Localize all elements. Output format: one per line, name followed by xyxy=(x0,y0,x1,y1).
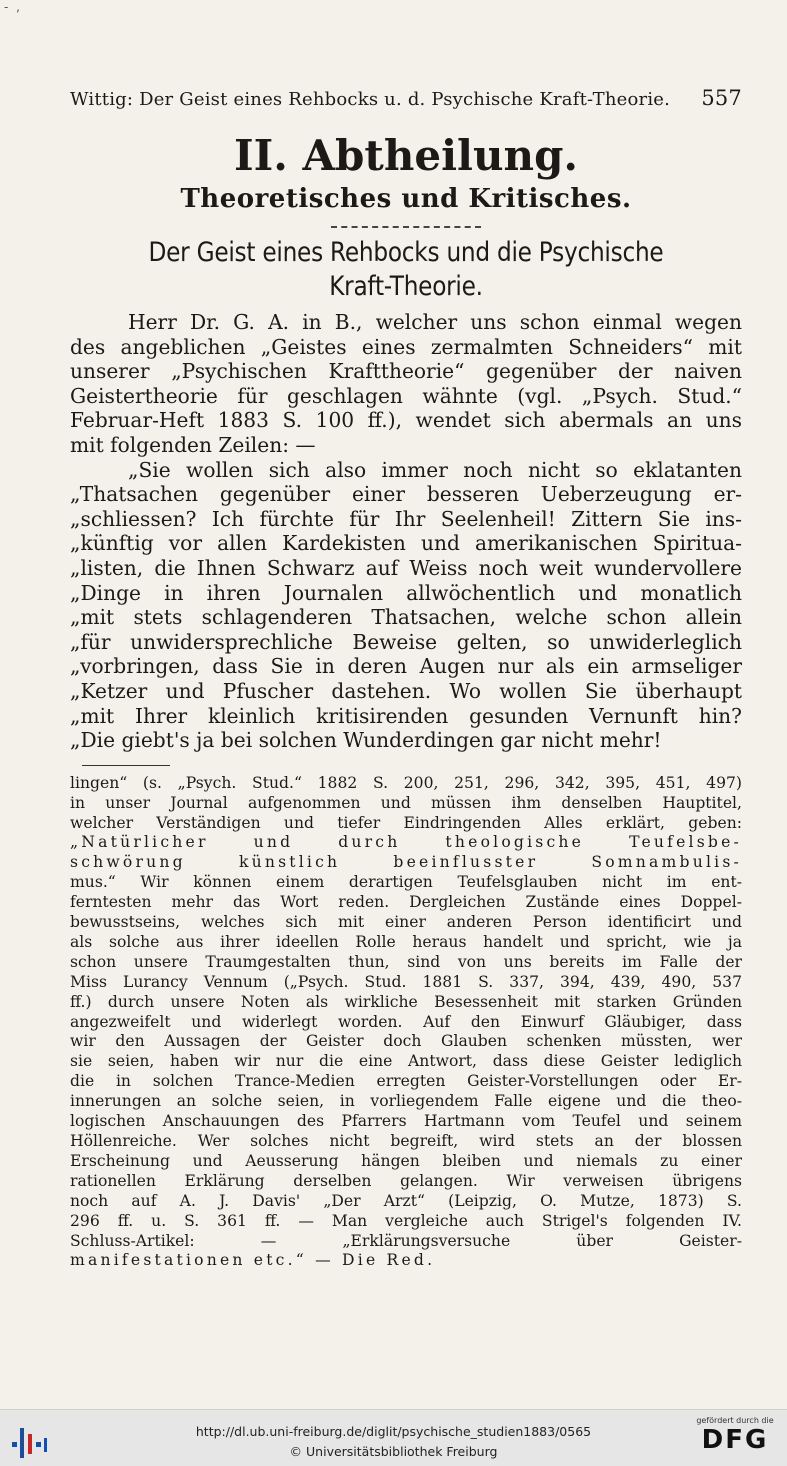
footnote-line: logischen Anschauungen des Pfarrers Hartmann vom Teufel und seinem xyxy=(70,1112,742,1131)
body-line: „Die giebt's ja bei solchen Wunderdingen gar nicht mehr! xyxy=(70,728,662,753)
body-line: unserer „Psychischen Krafttheorie“ gegenüber der naiven xyxy=(70,359,742,384)
body-line: „mit stets schlagenderen Thatsachen, welche schon allein xyxy=(70,605,742,630)
dfg-caption: gefördert durch die xyxy=(696,1416,774,1425)
viewer-footer xyxy=(0,1409,787,1466)
running-head-title: Wittig: Der Geist eines Rehbocks u. d. Psychische Kraft-Theorie. xyxy=(70,89,671,110)
source-url-link[interactable]: http://dl.ub.uni-freiburg.de/diglit/psychische_studien1883/0565 xyxy=(195,1424,592,1439)
body-line: „Dinge in ihren Journalen allwöchentlich und monatlich xyxy=(70,580,742,605)
body-line: „Sie wollen sich also immer noch nicht so eklatanten xyxy=(128,457,742,482)
footnote-line: sie seien, haben wir nur die eine Antwort, dass diese Geister lediglich xyxy=(70,1052,742,1071)
body-line: Februar-Heft 1883 S. 100 ff.), wendet sich abermals an uns xyxy=(70,408,742,433)
footnote-line: Erscheinung und Aeusserung hängen bleiben und niemals zu einer xyxy=(70,1151,742,1170)
page-number: 557 xyxy=(701,86,742,110)
footnote-line: Miss Lurancy Vennum („Psych. Stud. 1881 S. 337, 394, 439, 490, 537 xyxy=(70,972,742,991)
footnote-line: schon unsere Traumgestalten thun, sind von uns bereits im Falle der xyxy=(70,952,742,971)
footnote-rule xyxy=(82,765,170,766)
section-title: II. Abtheilung. xyxy=(233,131,579,180)
body-line: „für unwidersprechliche Beweise gelten, so unwiderleglich xyxy=(70,629,742,654)
article-title-line: Der Geist eines Rehbocks und die Psychische xyxy=(148,237,664,268)
footnote-line: angezweifelt und widerlegt worden. Auf den Einwurf Gläubiger, dass xyxy=(70,1012,742,1031)
footnote-line: rationellen Erklärung derselben gelangen. Wir verweisen übrigens xyxy=(70,1171,742,1190)
body-line: des angeblichen „Geistes eines zermalmten Schneiders“ mit xyxy=(70,334,742,359)
footnote-line: „Natürlicher und durch theologische Teufelsbe- xyxy=(70,833,742,852)
footnote-line: lingen“ (s. „Psych. Stud.“ 1882 S. 200, 251, 296, 342, 395, 451, 497) xyxy=(70,773,742,792)
dfg-mark: DFG xyxy=(701,1425,769,1455)
body-line: Geistertheorie für geschlagen wähnte (vgl. „Psych. Stud.“ xyxy=(70,383,742,408)
running-head xyxy=(70,86,742,126)
footnote-line: manifestationen etc.“ — Die Red. xyxy=(70,1251,436,1270)
body-line: Herr Dr. G. A. in B., welcher uns schon einmal wegen xyxy=(128,310,742,334)
footnote-line: als solche aus ihrer ideellen Rolle heraus handelt und spricht, wie ja xyxy=(70,932,742,951)
article-title-line: Kraft-Theorie. xyxy=(329,271,483,302)
body-line: „Thatsachen gegenüber einer besseren Ueberzeugung er- xyxy=(70,482,742,507)
dfg-logo xyxy=(691,1416,779,1462)
ornament-divider xyxy=(331,226,481,228)
body-line: „Ketzer und Pfuscher dastehen. Wo wollen Sie überhaupt xyxy=(70,678,742,703)
body-line: „künftig vor allen Kardekisten und amerikanischen Spiritua- xyxy=(70,531,742,556)
document-page xyxy=(70,86,742,1271)
body-text xyxy=(70,310,742,753)
footnote-line: ferntesten mehr das Wort reden. Dergleichen Zustände eines Doppel- xyxy=(70,893,742,912)
footnote-line: bewusstseins, welches sich mit einer anderen Person identificirt und xyxy=(70,913,742,932)
footnote-line: in unser Journal aufgenommen und müssen ihm denselben Hauptitel, xyxy=(70,793,742,812)
article-title xyxy=(117,236,695,304)
footnote-line: welcher Verständigen und tiefer Eindringenden Alles erklärt, geben: xyxy=(70,813,742,832)
footnote-line: Schluss-Artikel: — „Erklärungsversuche über Geister- xyxy=(70,1231,742,1250)
footnote-line: noch auf A. J. Davis' „Der Arzt“ (Leipzig, O. Mutze, 1873) S. xyxy=(70,1191,742,1210)
body-line: „mit Ihrer kleinlich kritisirenden gesunden Vernunft hin? xyxy=(70,703,742,728)
section-subtitle: Theoretisches und Kritisches. xyxy=(180,184,632,214)
footnote-line: die in solchen Trance-Medien erregten Geister-Vorstellungen oder Er- xyxy=(70,1072,742,1091)
footnote-line: schwörung künstlich beeinflusster Somnambulis- xyxy=(70,853,742,872)
body-line: „vorbringen, dass Sie in deren Augen nur als ein armseliger xyxy=(70,654,742,679)
footnote-line: mus.“ Wir können einem derartigen Teufelsglauben nicht im ent- xyxy=(70,873,742,892)
footnote-line: innerungen an solche seien, in vorliegendem Falle eigene und die theo- xyxy=(70,1092,742,1111)
footnote-line: ff.) durch unsere Noten als wirkliche Besessenheit mit starken Gründen xyxy=(70,992,742,1011)
copyright-text: © Universitätsbibliothek Freiburg xyxy=(289,1444,498,1459)
body-line: mit folgenden Zeilen: — xyxy=(70,432,316,457)
footnote-line: wir den Aussagen der Geister doch Glauben schenken müssten, wer xyxy=(70,1032,742,1051)
body-line: „schliessen? Ich fürchte für Ihr Seelenheil! Zittern Sie ins- xyxy=(70,506,742,531)
footnote-line: Höllenreiche. Wer solches nicht begreift, wird stets an der blossen xyxy=(70,1132,742,1150)
footnote-line: 296 ff. u. S. 361 ff. — Man vergleiche auch Strigel's folgenden IV. xyxy=(70,1211,742,1230)
corner-mark: - , xyxy=(4,0,22,14)
footnote xyxy=(70,774,742,1272)
body-line: „listen, die Ihnen Schwarz auf Weiss noch weit wundervollere xyxy=(70,555,742,580)
